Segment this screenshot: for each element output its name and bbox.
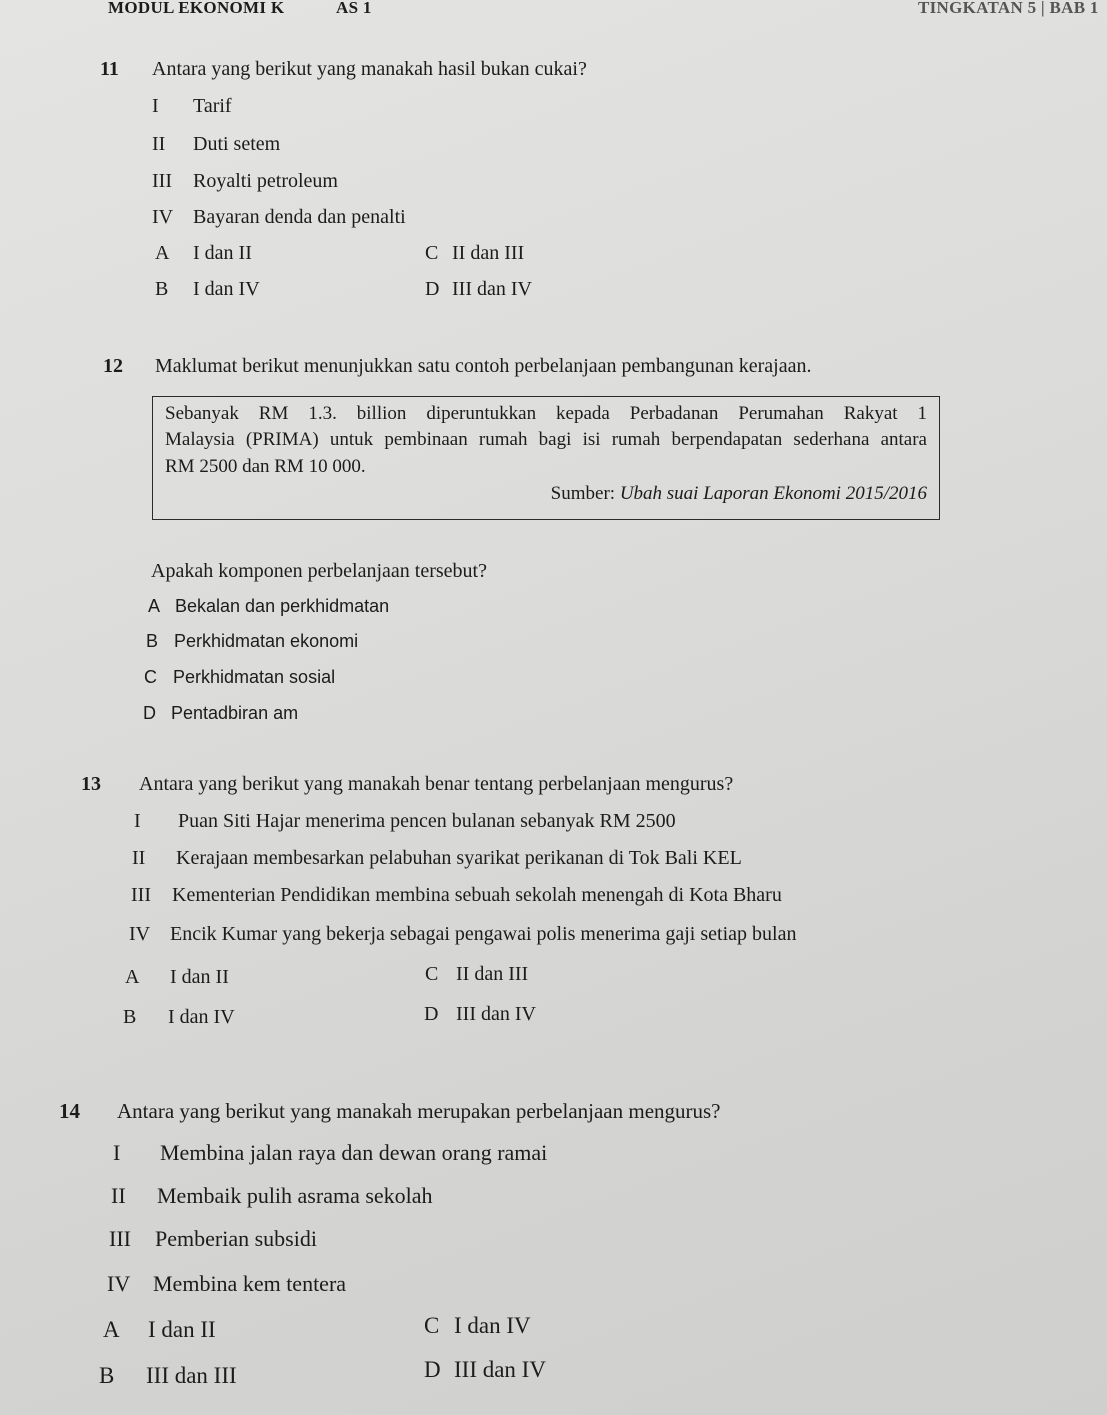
option-text[interactable]: I dan II xyxy=(170,966,229,988)
source-title: Ubah suai Laporan Ekonomi 2015/2016 xyxy=(619,483,927,504)
item-text: Membina kem tentera xyxy=(153,1271,347,1296)
item-text: Membaik pulih asrama sekolah xyxy=(157,1183,433,1208)
option-letter[interactable]: C xyxy=(425,963,439,985)
roman-label: II xyxy=(152,133,166,155)
option-letter[interactable]: C xyxy=(424,1313,440,1338)
option-text[interactable]: III dan IV xyxy=(452,278,532,300)
option-letter[interactable]: D xyxy=(424,1003,439,1025)
option-text[interactable]: III dan IV xyxy=(454,1357,546,1382)
option-text[interactable]: II dan III xyxy=(456,963,529,985)
question-prompt: Apakah komponen perbelanjaan tersebut? xyxy=(151,560,487,582)
source-citation xyxy=(551,483,927,505)
option-text[interactable]: I dan IV xyxy=(168,1006,235,1028)
question-text: Antara yang berikut yang manakah hasil bukan cukai? xyxy=(152,58,587,80)
option-text[interactable]: I dan IV xyxy=(193,278,260,300)
question-text: Antara yang berikut yang manakah merupakan perbelanjaan mengurus? xyxy=(117,1099,721,1123)
option-text[interactable]: Perkhidmatan sosial xyxy=(173,667,336,687)
option-text[interactable]: III dan IV xyxy=(456,1003,536,1025)
item-text: Pemberian subsidi xyxy=(155,1226,317,1251)
option-letter[interactable]: D xyxy=(425,278,440,300)
roman-label: II xyxy=(111,1183,126,1208)
option-letter[interactable]: B xyxy=(99,1363,115,1388)
option-text[interactable]: I dan IV xyxy=(454,1313,531,1338)
option-letter[interactable]: D xyxy=(143,703,156,723)
roman-label: IV xyxy=(129,923,151,945)
roman-label: III xyxy=(131,884,151,906)
roman-label: III xyxy=(152,170,172,192)
option-letter[interactable]: A xyxy=(103,1317,120,1342)
info-box xyxy=(152,396,940,520)
question-number: 11 xyxy=(100,58,119,80)
option-letter[interactable]: B xyxy=(123,1006,137,1028)
module-title: MODUL EKONOMI K xyxy=(108,0,285,17)
option-text[interactable]: III dan III xyxy=(146,1363,237,1388)
item-text: Royalti petroleum xyxy=(193,170,338,192)
option-letter[interactable]: A xyxy=(155,242,170,264)
chapter-label: TINGKATAN 5 | BAB 1 xyxy=(918,0,1099,17)
option-letter[interactable]: B xyxy=(155,278,169,300)
option-letter[interactable]: A xyxy=(148,596,161,616)
item-text: Puan Siti Hajar menerima pencen bulanan sebanyak RM 2500 xyxy=(178,810,676,832)
roman-label: IV xyxy=(107,1271,131,1296)
roman-label: II xyxy=(132,847,146,869)
option-letter[interactable]: C xyxy=(144,667,157,687)
roman-label: I xyxy=(134,810,141,832)
question-text: Antara yang berikut yang manakah benar tentang perbelanjaan mengurus? xyxy=(139,773,734,795)
question-number: 13 xyxy=(81,773,101,795)
item-text: Kementerian Pendidikan membina sebuah sekolah menengah di Kota Bharu xyxy=(172,884,782,906)
roman-label: IV xyxy=(152,206,174,228)
item-text: Membina jalan raya dan dewan orang ramai xyxy=(160,1140,548,1165)
item-text: Duti setem xyxy=(193,133,281,155)
option-text[interactable]: Bekalan dan perkhidmatan xyxy=(175,596,390,616)
roman-label: I xyxy=(113,1140,121,1165)
module-title-tail: AS 1 xyxy=(336,0,372,17)
info-line: Malaysia (PRIMA) untuk pembinaan rumah bagi isi rumah berpendapatan sederhana antara xyxy=(165,429,927,450)
question-text: Maklumat berikut menunjukkan satu contoh perbelanjaan pembangunan kerajaan. xyxy=(155,355,812,377)
item-text: Kerajaan membesarkan pelabuhan syarikat perikanan di Tok Bali KEL xyxy=(176,847,742,869)
option-letter[interactable]: D xyxy=(424,1357,441,1382)
question-number: 12 xyxy=(103,355,123,377)
option-text[interactable]: I dan II xyxy=(148,1317,216,1342)
roman-label: III xyxy=(109,1226,131,1251)
info-line: RM 2500 dan RM 10 000. xyxy=(165,456,366,477)
option-letter[interactable]: A xyxy=(125,966,140,988)
option-letter[interactable]: B xyxy=(146,631,159,651)
roman-label: I xyxy=(152,95,159,117)
info-line: Sebanyak RM 1.3. billion diperuntukkan kepada Perbadanan Perumahan Rakyat 1 xyxy=(165,403,927,424)
question-number: 14 xyxy=(59,1099,80,1123)
option-letter[interactable]: C xyxy=(425,242,439,264)
item-text: Bayaran denda dan penalti xyxy=(193,206,406,228)
source-label: Sumber: xyxy=(550,483,616,504)
item-text: Encik Kumar yang bekerja sebagai pengawai polis menerima gaji setiap bulan xyxy=(170,923,797,945)
item-text: Tarif xyxy=(193,95,232,117)
option-text[interactable]: II dan III xyxy=(452,242,525,264)
option-text[interactable]: Pentadbiran am xyxy=(171,703,299,723)
option-text[interactable]: Perkhidmatan ekonomi xyxy=(174,631,359,651)
option-text[interactable]: I dan II xyxy=(193,242,252,264)
